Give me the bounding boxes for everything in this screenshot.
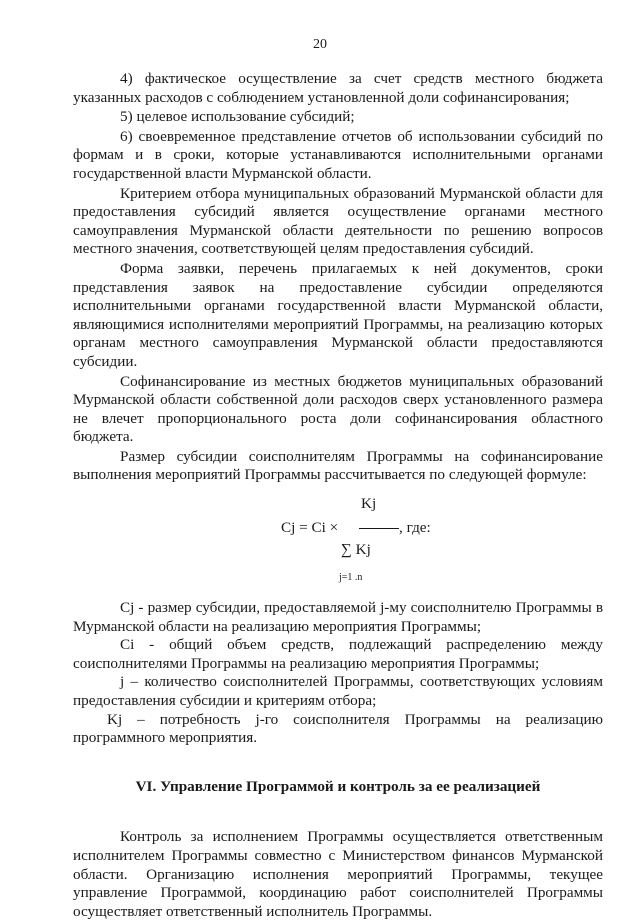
section-heading: VI. Управление Программой и контроль за ее реализацией (135, 777, 541, 795)
legend-item: Cj - размер субсидии, предоставляемой j-му соисполнителю Программы в Мурманской области на реализацию мероприятия Программы; (73, 599, 603, 635)
formula-limits: j=1 .n (339, 572, 363, 584)
fraction-bar (359, 528, 399, 529)
legend-item: Ci - общий объем средств, подлежащий распределению между соисполнителями Программы на реализацию мероприятия Программы; (73, 636, 603, 672)
paragraph: Размер субсидии соисполнителям Программы на софинансирование выполнения мероприятий Программы рассчитывается по следующей формуле: (73, 447, 603, 484)
formula-numerator: Kj (361, 495, 377, 513)
formula-denominator: ∑ Kj (341, 541, 371, 559)
paragraph: Контроль за исполнением Программы осуществляется ответственным исполнителем Программы совместно с Министерством финансов Мурманской области. Организацию исполнения мероприятий Программы, текущее управление Программой, координацию работ соисполнителей Программы осуществляет ответственный исполнитель Программы. (73, 828, 603, 920)
paragraph: Критерием отбора муниципальных образований Мурманской области для предоставления субсидий является осуществление органами местного самоуправления Мурманской области деятельности по решению вопросов местного значения, соответствующей целям предоставления субсидий. (73, 184, 603, 258)
paragraph: 5) целевое использование субсидий; (120, 108, 355, 126)
paragraph: Форма заявки, перечень прилагаемых к ней документов, сроки представления заявок на предоставление субсидии определяются исполнительными органами государственной власти Мурманской области, являющимися исполнителями мероприятий Программы, на реализацию которых органам местного самоуправления Мурманской области предоставляются субсидии. (73, 259, 603, 370)
paragraph: 6) своевременное представление отчетов об использовании субсидий по формам и в сроки, которые устанавливаются исполнительными органами государственной власти Мурманской области. (73, 127, 603, 182)
document-body (73, 70, 603, 921)
paragraph: 4) фактическое осуществление за счет средств местного бюджета указанных расходов с соблюдением установленной доли софинансирования; (73, 70, 603, 106)
formula-suffix: , где: (399, 519, 431, 537)
legend-item: j – количество соисполнителей Программы, соответствующих условиям предоставления субсидии и критериям отбора; (73, 673, 603, 710)
page-number: 20 (313, 37, 327, 52)
legend-item: Kj – потребность j-го соисполнителя Программы на реализацию программного мероприятия. (73, 710, 603, 747)
formula-legend (73, 599, 603, 748)
subsidy-formula (73, 495, 603, 593)
paragraph: Софинансирование из местных бюджетов муниципальных образований Мурманской области собственной доли расходов сверх установленного размера не влечет пропорционального роста доли софинансирования областного бюджета. (73, 372, 603, 446)
formula-lhs: Cj = Ci × (281, 519, 339, 537)
